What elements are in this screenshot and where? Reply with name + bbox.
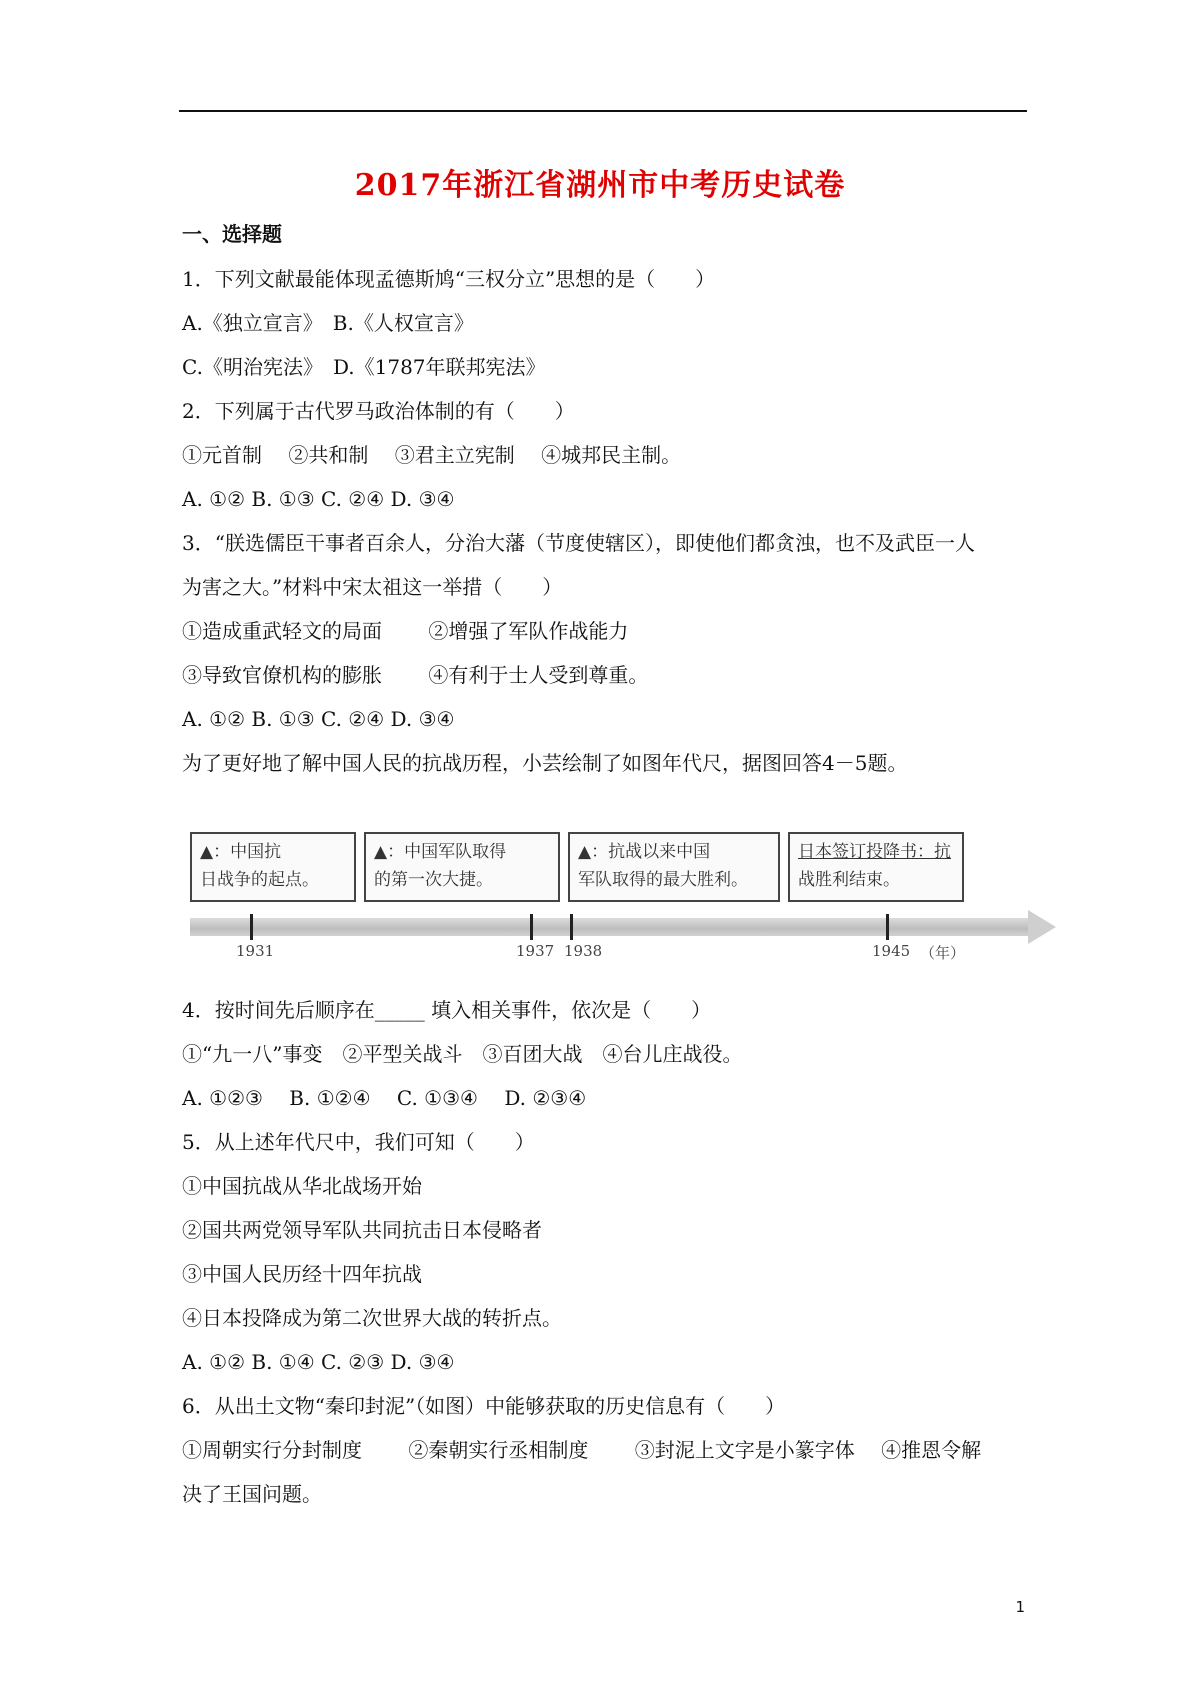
q4-items: ①“九一八”事变 ②平型关战斗 ③百团大战 ④台儿庄战役。 [182,1042,743,1066]
question-4: 4．按时间先后顺序在_____ 填入相关事件，依次是（ ） [182,998,712,1022]
timeline-year-label: 1945 [872,942,911,960]
timeline-box-text: ：抗战以来中国 [591,842,711,862]
page-number: 1 [1015,1598,1025,1616]
timeline-box-text: 日本签订投降书：抗 [798,842,951,862]
timeline-box-text: 军队取得的最大胜利。 [578,870,748,890]
question-3-cont: 为害之大。”材料中宋太祖这一举措（ ） [182,575,563,599]
question-3: 3．“朕选儒臣干事者百余人，分治大藩（节度使辖区），即使他们都贪浊，也不及武臣一人 [182,531,975,555]
triangle-marker-icon: ▲ [578,842,592,862]
q1-options-ab: A.《独立宣言》 B.《人权宣言》 [182,311,474,335]
timeline-unit-label: （年） [920,944,966,962]
q2-options: A. ①② B. ①③ C. ②④ D. ③④ [182,487,455,511]
timeline-intro: 为了更好地了解中国人民的抗战历程，小芸绘制了如图年代尺，据图回答4－5题。 [182,751,908,775]
triangle-marker-icon: ▲ [374,842,388,862]
q3-items-2: ③导致官僚机构的膨胀 ④有利于士人受到尊重。 [182,663,649,687]
q5-item-1: ①中国抗战从华北战场开始 [182,1174,422,1198]
timeline-figure [186,832,1066,962]
timeline-bar [190,918,1030,936]
section-heading: 一、选择题 [182,222,282,246]
timeline-box-3 [568,832,780,902]
q6-items-cont: 决了王国问题。 [182,1482,322,1506]
timeline-box-text: 战胜利结束。 [798,870,900,890]
q6-items: ①周朝实行分封制度 ②秦朝实行丞相制度 ③封泥上文字是小篆字体 ④推恩令解 [182,1438,982,1462]
timeline-year-label: 1931 [236,942,275,960]
timeline-box-1 [190,832,356,902]
timeline-box-text: 的第一次大捷。 [374,870,493,890]
timeline-arrow-icon [1028,910,1056,944]
q5-item-4: ④日本投降成为第二次世界大战的转折点。 [182,1306,562,1330]
question-1: 1．下列文献最能体现孟德斯鸠“三权分立”思想的是（ ） [182,267,716,291]
q5-options: A. ①② B. ①④ C. ②③ D. ③④ [182,1350,455,1374]
q1-options-cd: C.《明治宪法》 D.《1787年联邦宪法》 [182,355,546,379]
question-2: 2．下列属于古代罗马政治体制的有（ ） [182,399,575,423]
q2-items: ①元首制 ②共和制 ③君主立宪制 ④城邦民主制。 [182,443,682,467]
q4-options: A. ①②③ B. ①②④ C. ①③④ D. ②③④ [182,1086,587,1110]
timeline-tick-1938 [570,914,573,940]
q3-options: A. ①② B. ①③ C. ②④ D. ③④ [182,707,455,731]
timeline-tick-1937 [530,914,533,940]
header-rule [179,110,1027,112]
timeline-box-text: 日战争的起点。 [200,870,319,890]
exam-title: 2017年浙江省湖州市中考历史试卷 [354,168,846,203]
timeline-box-text: ：中国抗 [213,842,282,862]
q5-item-3: ③中国人民历经十四年抗战 [182,1262,422,1286]
timeline-box-2 [364,832,560,902]
q3-items-1: ①造成重武轻文的局面 ②增强了军队作战能力 [182,619,629,643]
question-5: 5．从上述年代尺中，我们可知（ ） [182,1130,535,1154]
timeline-tick-1931 [250,914,253,940]
timeline-box-4 [788,832,964,902]
timeline-tick-1945 [886,914,889,940]
timeline-year-label: 1937 [516,942,555,960]
timeline-box-text: ：中国军队取得 [387,842,507,862]
question-6: 6．从出土文物“秦印封泥”（如图）中能够获取的历史信息有（ ） [182,1394,786,1418]
timeline-year-label: 1938 [564,942,603,960]
triangle-marker-icon: ▲ [200,842,214,862]
q5-item-2: ②国共两党领导军队共同抗击日本侵略者 [182,1218,542,1242]
